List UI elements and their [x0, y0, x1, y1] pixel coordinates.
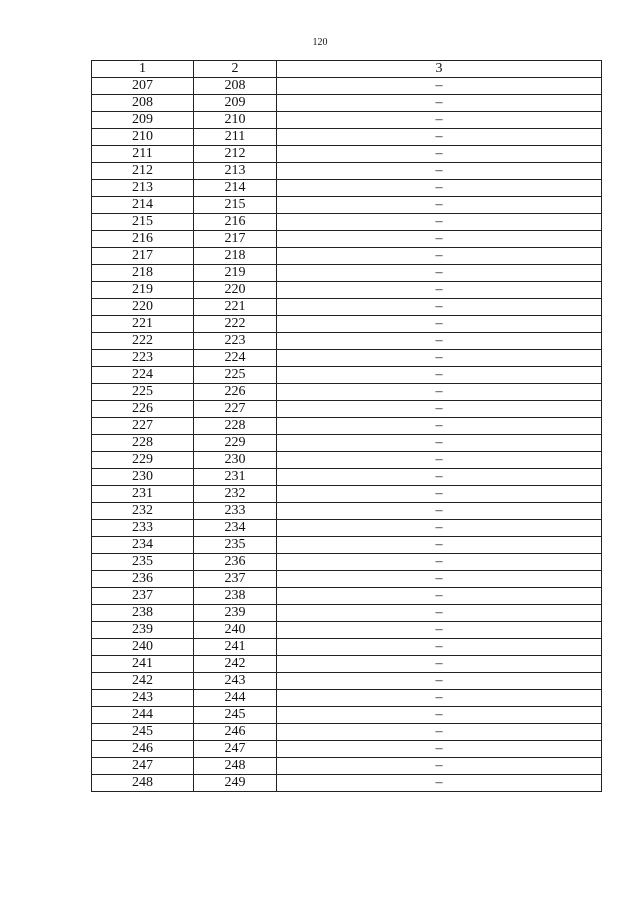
table-cell-col-2: 213 [194, 163, 277, 180]
table-row [92, 741, 602, 758]
table-cell-col-3: – [277, 435, 602, 452]
table-cell-col-2: 219 [194, 265, 277, 282]
table-cell-col-2: 222 [194, 316, 277, 333]
table-cell-col-3: – [277, 571, 602, 588]
table-cell-col-3: – [277, 758, 602, 775]
table-row [92, 690, 602, 707]
table-row [92, 673, 602, 690]
table-row [92, 112, 602, 129]
table-row [92, 231, 602, 248]
table-cell-col-3: – [277, 418, 602, 435]
table-cell-col-2: 225 [194, 367, 277, 384]
table-row [92, 384, 602, 401]
table-cell-col-3: – [277, 503, 602, 520]
table-row [92, 197, 602, 214]
table-cell-col-1: 230 [92, 469, 194, 486]
table-cell-col-3: – [277, 333, 602, 350]
table-cell-col-3: – [277, 316, 602, 333]
table-cell-col-2: 218 [194, 248, 277, 265]
table-cell-col-3: – [277, 537, 602, 554]
table-cell-col-1: 239 [92, 622, 194, 639]
table-cell-col-1: 231 [92, 486, 194, 503]
table-cell-col-1: 227 [92, 418, 194, 435]
table-cell-col-2: 221 [194, 299, 277, 316]
table-cell-col-1: 216 [92, 231, 194, 248]
table-cell-col-3: – [277, 214, 602, 231]
table-cell-col-3: – [277, 639, 602, 656]
table-cell-col-3: – [277, 486, 602, 503]
table-cell-col-3: – [277, 163, 602, 180]
table-cell-col-3: – [277, 741, 602, 758]
table-cell-col-1: 218 [92, 265, 194, 282]
table-cell-col-2: 239 [194, 605, 277, 622]
table-cell-col-1: 217 [92, 248, 194, 265]
table-cell-col-3: – [277, 95, 602, 112]
table-row [92, 588, 602, 605]
table-cell-col-2: 226 [194, 384, 277, 401]
table-cell-col-1: 221 [92, 316, 194, 333]
table-row [92, 248, 602, 265]
table-cell-col-1: 232 [92, 503, 194, 520]
table-row [92, 95, 602, 112]
table-row [92, 333, 602, 350]
table-cell-col-2: 232 [194, 486, 277, 503]
table-cell-col-1: 215 [92, 214, 194, 231]
data-table [91, 60, 602, 792]
table-row [92, 537, 602, 554]
table-cell-col-1: 236 [92, 571, 194, 588]
table-cell-col-1: 222 [92, 333, 194, 350]
table-row [92, 265, 602, 282]
table-cell-col-2: 209 [194, 95, 277, 112]
table-cell-col-2: 244 [194, 690, 277, 707]
table-cell-col-2: 247 [194, 741, 277, 758]
table-cell-col-3: – [277, 690, 602, 707]
table-cell-col-2: 229 [194, 435, 277, 452]
table-row [92, 622, 602, 639]
table-row [92, 214, 602, 231]
table-row [92, 367, 602, 384]
table-cell-col-3: – [277, 180, 602, 197]
table-row [92, 486, 602, 503]
table-row [92, 282, 602, 299]
column-header-1: 1 [92, 61, 194, 78]
table-cell-col-1: 210 [92, 129, 194, 146]
table-row [92, 163, 602, 180]
table-cell-col-2: 211 [194, 129, 277, 146]
table-cell-col-2: 220 [194, 282, 277, 299]
table-row [92, 299, 602, 316]
table-cell-col-2: 217 [194, 231, 277, 248]
table-row [92, 707, 602, 724]
table-cell-col-3: – [277, 605, 602, 622]
table-cell-col-3: – [277, 299, 602, 316]
table-row [92, 520, 602, 537]
table-row [92, 180, 602, 197]
table-cell-col-1: 214 [92, 197, 194, 214]
table-cell-col-1: 209 [92, 112, 194, 129]
table-cell-col-3: – [277, 350, 602, 367]
table-cell-col-1: 212 [92, 163, 194, 180]
table-cell-col-2: 243 [194, 673, 277, 690]
table-cell-col-3: – [277, 656, 602, 673]
table-cell-col-1: 226 [92, 401, 194, 418]
table-header-row [92, 61, 602, 78]
table-cell-col-3: – [277, 401, 602, 418]
table-cell-col-1: 211 [92, 146, 194, 163]
table-row [92, 452, 602, 469]
table-cell-col-3: – [277, 775, 602, 792]
table-row [92, 724, 602, 741]
table-cell-col-2: 237 [194, 571, 277, 588]
table-cell-col-2: 236 [194, 554, 277, 571]
table-cell-col-2: 245 [194, 707, 277, 724]
table-cell-col-1: 220 [92, 299, 194, 316]
table-cell-col-1: 247 [92, 758, 194, 775]
table-cell-col-2: 233 [194, 503, 277, 520]
column-header-3: 3 [277, 61, 602, 78]
table-cell-col-1: 228 [92, 435, 194, 452]
table-cell-col-3: – [277, 384, 602, 401]
table-cell-col-1: 225 [92, 384, 194, 401]
table-cell-col-3: – [277, 129, 602, 146]
table-cell-col-3: – [277, 520, 602, 537]
table-row [92, 605, 602, 622]
table-cell-col-1: 233 [92, 520, 194, 537]
table-row [92, 146, 602, 163]
table-cell-col-3: – [277, 231, 602, 248]
table-cell-col-2: 242 [194, 656, 277, 673]
table-cell-col-2: 210 [194, 112, 277, 129]
table-cell-col-2: 248 [194, 758, 277, 775]
table-row [92, 554, 602, 571]
column-header-2: 2 [194, 61, 277, 78]
table-cell-col-3: – [277, 469, 602, 486]
table-cell-col-2: 216 [194, 214, 277, 231]
table-cell-col-2: 240 [194, 622, 277, 639]
table-row [92, 656, 602, 673]
table-cell-col-3: – [277, 724, 602, 741]
table-cell-col-1: 244 [92, 707, 194, 724]
table-cell-col-1: 208 [92, 95, 194, 112]
page-number: 120 [312, 37, 328, 48]
table-cell-col-2: 224 [194, 350, 277, 367]
table-cell-col-1: 207 [92, 78, 194, 95]
table-cell-col-1: 248 [92, 775, 194, 792]
table-cell-col-1: 243 [92, 690, 194, 707]
table-cell-col-1: 246 [92, 741, 194, 758]
table-cell-col-1: 242 [92, 673, 194, 690]
table-cell-col-2: 231 [194, 469, 277, 486]
table-cell-col-3: – [277, 197, 602, 214]
table-row [92, 639, 602, 656]
table-cell-col-3: – [277, 78, 602, 95]
table-cell-col-1: 235 [92, 554, 194, 571]
table-cell-col-2: 238 [194, 588, 277, 605]
table-row [92, 316, 602, 333]
table-cell-col-1: 240 [92, 639, 194, 656]
table-row [92, 401, 602, 418]
table-cell-col-3: – [277, 707, 602, 724]
table-cell-col-3: – [277, 146, 602, 163]
table-cell-col-2: 228 [194, 418, 277, 435]
table-row [92, 350, 602, 367]
table-cell-col-2: 249 [194, 775, 277, 792]
table-row [92, 571, 602, 588]
table-cell-col-2: 234 [194, 520, 277, 537]
table-cell-col-1: 229 [92, 452, 194, 469]
table-cell-col-2: 246 [194, 724, 277, 741]
table-cell-col-3: – [277, 112, 602, 129]
table-row [92, 435, 602, 452]
table-cell-col-1: 241 [92, 656, 194, 673]
table-row [92, 758, 602, 775]
table-cell-col-1: 234 [92, 537, 194, 554]
table-cell-col-1: 223 [92, 350, 194, 367]
table-cell-col-2: 230 [194, 452, 277, 469]
table-cell-col-1: 224 [92, 367, 194, 384]
table-row [92, 775, 602, 792]
table-cell-col-2: 212 [194, 146, 277, 163]
table-cell-col-2: 215 [194, 197, 277, 214]
table-row [92, 469, 602, 486]
table-cell-col-2: 208 [194, 78, 277, 95]
table-cell-col-2: 227 [194, 401, 277, 418]
table-cell-col-3: – [277, 554, 602, 571]
table-cell-col-3: – [277, 248, 602, 265]
table-cell-col-1: 213 [92, 180, 194, 197]
table-cell-col-2: 235 [194, 537, 277, 554]
table-cell-col-3: – [277, 673, 602, 690]
table-cell-col-3: – [277, 282, 602, 299]
table-cell-col-1: 237 [92, 588, 194, 605]
table-cell-col-1: 219 [92, 282, 194, 299]
table-row [92, 503, 602, 520]
table-row [92, 78, 602, 95]
table-cell-col-3: – [277, 367, 602, 384]
table-row [92, 129, 602, 146]
table-cell-col-2: 214 [194, 180, 277, 197]
table-cell-col-1: 245 [92, 724, 194, 741]
table-cell-col-3: – [277, 452, 602, 469]
table-body [92, 78, 602, 792]
table-cell-col-3: – [277, 622, 602, 639]
table-cell-col-3: – [277, 265, 602, 282]
table-cell-col-3: – [277, 588, 602, 605]
table-cell-col-2: 223 [194, 333, 277, 350]
table-cell-col-1: 238 [92, 605, 194, 622]
table-cell-col-2: 241 [194, 639, 277, 656]
table-row [92, 418, 602, 435]
